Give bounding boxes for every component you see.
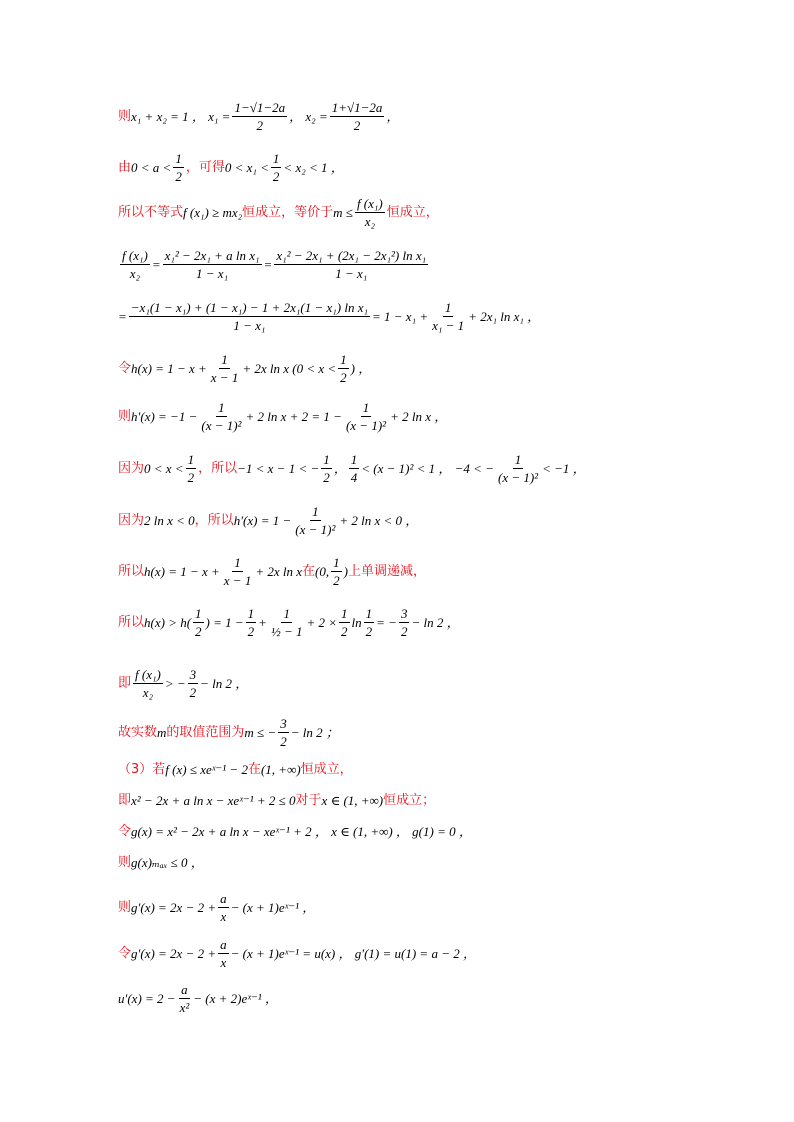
- fraction: [364, 606, 375, 639]
- fraction-denominator: (x − 1)²: [201, 418, 242, 433]
- math-expr: 2 ln x < 0: [144, 512, 195, 528]
- fraction-numerator: 1: [362, 400, 370, 415]
- text-cn: 则: [118, 855, 132, 870]
- fraction-numerator: 1: [444, 300, 452, 315]
- text-cn: 故实数: [118, 724, 158, 740]
- line-15: [118, 793, 435, 809]
- fraction-denominator: 2: [323, 470, 330, 485]
- math-expr: = −: [376, 614, 397, 630]
- math-expr: ) ，: [350, 360, 372, 376]
- fraction: [339, 606, 350, 639]
- math-expr: h(x) = 1 − x +: [131, 360, 207, 376]
- math-expr: ，: [333, 460, 347, 476]
- fraction-numerator: 1−√1−2a: [234, 100, 286, 115]
- fraction-denominator: 1 − x₁: [335, 266, 368, 281]
- text-cn: 恒成立；: [383, 793, 436, 808]
- fraction: [399, 606, 410, 639]
- fraction-numerator: 1: [350, 452, 358, 467]
- line-12: [118, 667, 248, 700]
- math-expr: f (x₁) ≥ mx₂: [183, 204, 243, 220]
- fraction-denominator: (x − 1)²: [295, 522, 336, 537]
- fraction-numerator: a: [220, 937, 227, 952]
- math-expr: +: [258, 614, 267, 630]
- math-expr: − ln 2 ，: [411, 614, 460, 630]
- fraction-denominator: x₂: [129, 266, 141, 281]
- fraction-numerator: 1: [218, 400, 225, 415]
- fraction-denominator: 2: [341, 624, 348, 639]
- math-expr: h(x) = 1 − x +: [144, 563, 220, 579]
- fraction: [338, 352, 349, 385]
- math-expr: − (x + 1)eˣ⁻¹ ，: [230, 899, 316, 915]
- fraction-denominator: 2: [189, 685, 197, 700]
- line-7: [118, 400, 447, 433]
- math-expr: u′(x) = 2 −: [118, 990, 176, 1006]
- math-expr: 0 < x <: [144, 460, 184, 476]
- line-20: [118, 982, 278, 1015]
- line-10: [118, 555, 426, 588]
- fraction-denominator: 2: [195, 624, 202, 639]
- math-expr: − (x + 2)eˣ⁻¹ ，: [193, 990, 278, 1006]
- math-expr: =: [263, 256, 273, 272]
- math-expr: − ln 2 ；: [290, 724, 339, 740]
- fraction-denominator: x₂: [364, 214, 375, 229]
- fraction-denominator: 2: [365, 624, 373, 639]
- math-expr: + 2x ln x: [255, 563, 303, 579]
- fraction: [178, 982, 192, 1015]
- math-expr: =: [151, 256, 161, 272]
- fraction-numerator: 1: [195, 606, 202, 621]
- text-cn: 恒成立，: [386, 204, 439, 220]
- math-expr: m: [157, 724, 167, 740]
- fraction: [133, 667, 163, 700]
- fraction: [274, 248, 428, 281]
- fraction-numerator: 1: [234, 555, 241, 570]
- text-cn: 所以: [118, 614, 145, 630]
- fraction-numerator: 1: [323, 452, 330, 467]
- math-expr: < x₂ < 1 ，: [283, 159, 344, 175]
- math-expr: + 2x ln x (0 < x <: [242, 360, 337, 376]
- fraction-denominator: x₁ − 1: [432, 318, 465, 333]
- text-cn: 令: [118, 945, 132, 961]
- fraction-denominator: x − 1: [223, 573, 252, 588]
- text-cn: 对于: [295, 793, 322, 808]
- line-6: [118, 352, 371, 385]
- fraction: [269, 606, 305, 639]
- fraction-numerator: x₁² − 2x₁ + (2x₁ − 2x₁²) ln x₁: [276, 248, 427, 263]
- fraction-numerator: 3: [280, 716, 287, 731]
- fraction: [193, 606, 204, 639]
- math-expr: h′(x) = 1 −: [233, 512, 292, 528]
- math-expr: 0 < a <: [131, 159, 172, 175]
- math-expr: − (x + 1)eˣ⁻¹ = u(x) ， g′(1) = u(1) = a − 2 ，: [230, 945, 476, 961]
- fraction: [496, 452, 540, 485]
- fraction-numerator: 3: [189, 667, 197, 682]
- text-cn: 即: [118, 675, 132, 691]
- fraction-numerator: 1: [175, 151, 182, 166]
- text-cn: ，可得: [185, 159, 225, 175]
- text-cn: 恒成立，等价于: [242, 204, 334, 220]
- text-cn: 因为: [118, 460, 145, 476]
- math-expr: g′(x) = 2x − 2 +: [131, 899, 217, 915]
- line-4: [118, 248, 430, 281]
- fraction-numerator: 1: [514, 452, 522, 467]
- line-2: [118, 151, 344, 184]
- fraction-denominator: 2: [247, 624, 255, 639]
- fraction-numerator: x₁² − 2x₁ + a ln x₁: [164, 248, 260, 263]
- fraction-numerator: a: [220, 891, 227, 906]
- math-expr: (0,: [315, 563, 330, 579]
- text-cn: 由: [118, 159, 132, 175]
- fraction-denominator: 2: [256, 118, 264, 133]
- fraction: [246, 606, 257, 639]
- fraction: [188, 667, 199, 700]
- math-expr: m ≤ −: [244, 724, 277, 740]
- fraction: [209, 352, 241, 385]
- fraction-numerator: 1: [312, 504, 319, 519]
- fraction: [222, 555, 254, 588]
- text-cn: （3）若: [118, 762, 166, 777]
- fraction-numerator: 1: [340, 352, 347, 367]
- math-expr: g′(x) = 2x − 2 +: [131, 945, 217, 961]
- fraction: [349, 452, 360, 485]
- text-cn: 恒成立，: [300, 762, 353, 777]
- math-expr: g(x) = x² − 2x + a ln x − xeˣ⁻¹ + 2 ， x ∈ (1, +∞) ， g(1) = 0 ，: [131, 824, 472, 839]
- fraction: [218, 937, 229, 970]
- math-expr: + 2 ×: [306, 614, 338, 630]
- fraction: [218, 891, 229, 924]
- line-9: [118, 504, 418, 537]
- fraction-denominator: 4: [350, 470, 358, 485]
- math-expr: ，: [386, 108, 400, 124]
- math-expr: + 2 ln x < 0 ，: [339, 512, 419, 528]
- math-expr: ， x₂ =: [289, 108, 328, 124]
- line-16: [118, 824, 472, 840]
- text-cn: 所以: [118, 563, 145, 579]
- line-8: [118, 452, 586, 485]
- text-cn: 令: [118, 360, 132, 376]
- fraction: [330, 100, 385, 133]
- fraction-numerator: f (x₁): [135, 667, 161, 682]
- fraction-denominator: ½ − 1: [270, 624, 303, 639]
- math-expr: 0 < x₁ <: [224, 159, 269, 175]
- fraction-denominator: 2: [340, 370, 347, 385]
- math-expr: ln: [351, 614, 362, 630]
- line-19: [118, 937, 476, 970]
- math-expr: =: [118, 308, 127, 324]
- fraction-denominator: 1 − x₁: [196, 266, 229, 281]
- line-1: [118, 100, 399, 133]
- math-expr: + 2 ln x + 2 = 1 −: [245, 408, 342, 424]
- fraction: [129, 300, 370, 333]
- fraction-numerator: 1+√1−2a: [331, 100, 383, 115]
- fraction: [278, 716, 289, 749]
- fraction-denominator: (x − 1)²: [497, 470, 539, 485]
- line-3: [118, 196, 439, 229]
- text-cn: 在: [302, 563, 316, 579]
- math-expr: + 2 ln x ，: [390, 408, 448, 424]
- fraction: [232, 100, 287, 133]
- math-expr: x ∈ (1, +∞): [321, 793, 384, 808]
- math-expr: x₁ + x₂ = 1 ， x₁ =: [131, 108, 231, 124]
- fraction-denominator: (x − 1)²: [345, 418, 387, 433]
- fraction: [199, 400, 243, 433]
- fraction: [430, 300, 466, 333]
- fraction: [321, 452, 332, 485]
- math-expr: m ≤: [333, 204, 353, 220]
- text-cn: 因为: [118, 512, 145, 528]
- line-11: [118, 606, 460, 639]
- fraction-numerator: 1: [365, 606, 373, 621]
- fraction-denominator: 2: [400, 624, 408, 639]
- math-expr: (1, +∞): [260, 762, 301, 777]
- text-cn: 则: [118, 408, 132, 424]
- text-cn: 的取值范围为: [166, 724, 245, 740]
- fraction: [120, 248, 150, 281]
- math-expr: < −1 ，: [542, 460, 586, 476]
- fraction-denominator: 1 − x₁: [233, 318, 266, 333]
- text-cn: ，所以: [194, 512, 234, 528]
- fraction-numerator: −x₁(1 − x₁) + (1 − x₁) − 1 + 2x₁(1 − x₁) ln x₁: [130, 300, 369, 315]
- text-cn: 则: [118, 108, 132, 124]
- fraction-numerator: 3: [400, 606, 408, 621]
- math-expr: f (x) ≤ xeˣ⁻¹ − 2: [165, 762, 248, 777]
- fraction-numerator: 1: [333, 555, 340, 570]
- math-expr: + 2x₁ ln x₁ ，: [468, 308, 541, 324]
- fraction-denominator: 2: [272, 169, 280, 184]
- fraction-numerator: 1: [247, 606, 255, 621]
- fraction-denominator: 2: [333, 573, 340, 588]
- fraction-numerator: 1: [341, 606, 348, 621]
- text-cn: ，所以: [198, 460, 238, 476]
- fraction-denominator: x²: [179, 1000, 190, 1015]
- line-18: [118, 891, 315, 924]
- math-expr: − ln 2 ，: [200, 675, 249, 691]
- fraction: [271, 151, 282, 184]
- fraction-denominator: 2: [353, 118, 361, 133]
- fraction-denominator: 2: [187, 470, 195, 485]
- fraction-denominator: 2: [175, 169, 182, 184]
- text-cn: 所以不等式: [118, 204, 184, 220]
- math-expr: < (x − 1)² < 1 ， −4 < −: [361, 460, 494, 476]
- fraction-numerator: f (x₁): [356, 196, 383, 211]
- math-expr: > −: [164, 675, 186, 691]
- fraction: [331, 555, 342, 588]
- fraction-numerator: f (x₁): [122, 248, 148, 263]
- math-expr: h(x) > h(: [144, 614, 192, 630]
- math-expr: g(x)ₘₐₓ ≤ 0 ，: [131, 855, 204, 870]
- fraction-denominator: 2: [280, 734, 287, 749]
- line-17: [118, 855, 204, 871]
- line-13: [118, 716, 339, 749]
- fraction: [186, 452, 197, 485]
- fraction: [173, 151, 184, 184]
- text-cn: 则: [118, 899, 132, 915]
- fraction: [344, 400, 388, 433]
- fraction-numerator: 1: [283, 606, 290, 621]
- fraction-numerator: 1: [221, 352, 228, 367]
- fraction-denominator: x₂: [142, 685, 154, 700]
- fraction-numerator: a: [181, 982, 188, 997]
- fraction: [355, 196, 385, 229]
- math-expr: h′(x) = −1 −: [131, 408, 198, 424]
- text-cn: 上单调递减，: [347, 563, 426, 579]
- fraction-numerator: 1: [272, 151, 280, 166]
- fraction: [293, 504, 337, 537]
- text-cn: 即: [118, 793, 132, 808]
- fraction: [163, 248, 262, 281]
- math-expr: ): [343, 563, 348, 579]
- fraction-denominator: x: [220, 955, 227, 970]
- line-14: [118, 762, 353, 778]
- math-expr: −1 < x − 1 < −: [237, 460, 320, 476]
- fraction-denominator: x − 1: [210, 370, 239, 385]
- fraction-numerator: 1: [187, 452, 195, 467]
- text-cn: 令: [118, 824, 132, 839]
- math-expr: ) = 1 −: [205, 614, 244, 630]
- text-cn: 在: [247, 762, 261, 777]
- math-expr: x² − 2x + a ln x − xeˣ⁻¹ + 2 ≤ 0: [131, 793, 296, 808]
- math-expr: = 1 − x₁ +: [372, 308, 429, 324]
- line-5: [118, 300, 540, 333]
- fraction-denominator: x: [220, 909, 227, 924]
